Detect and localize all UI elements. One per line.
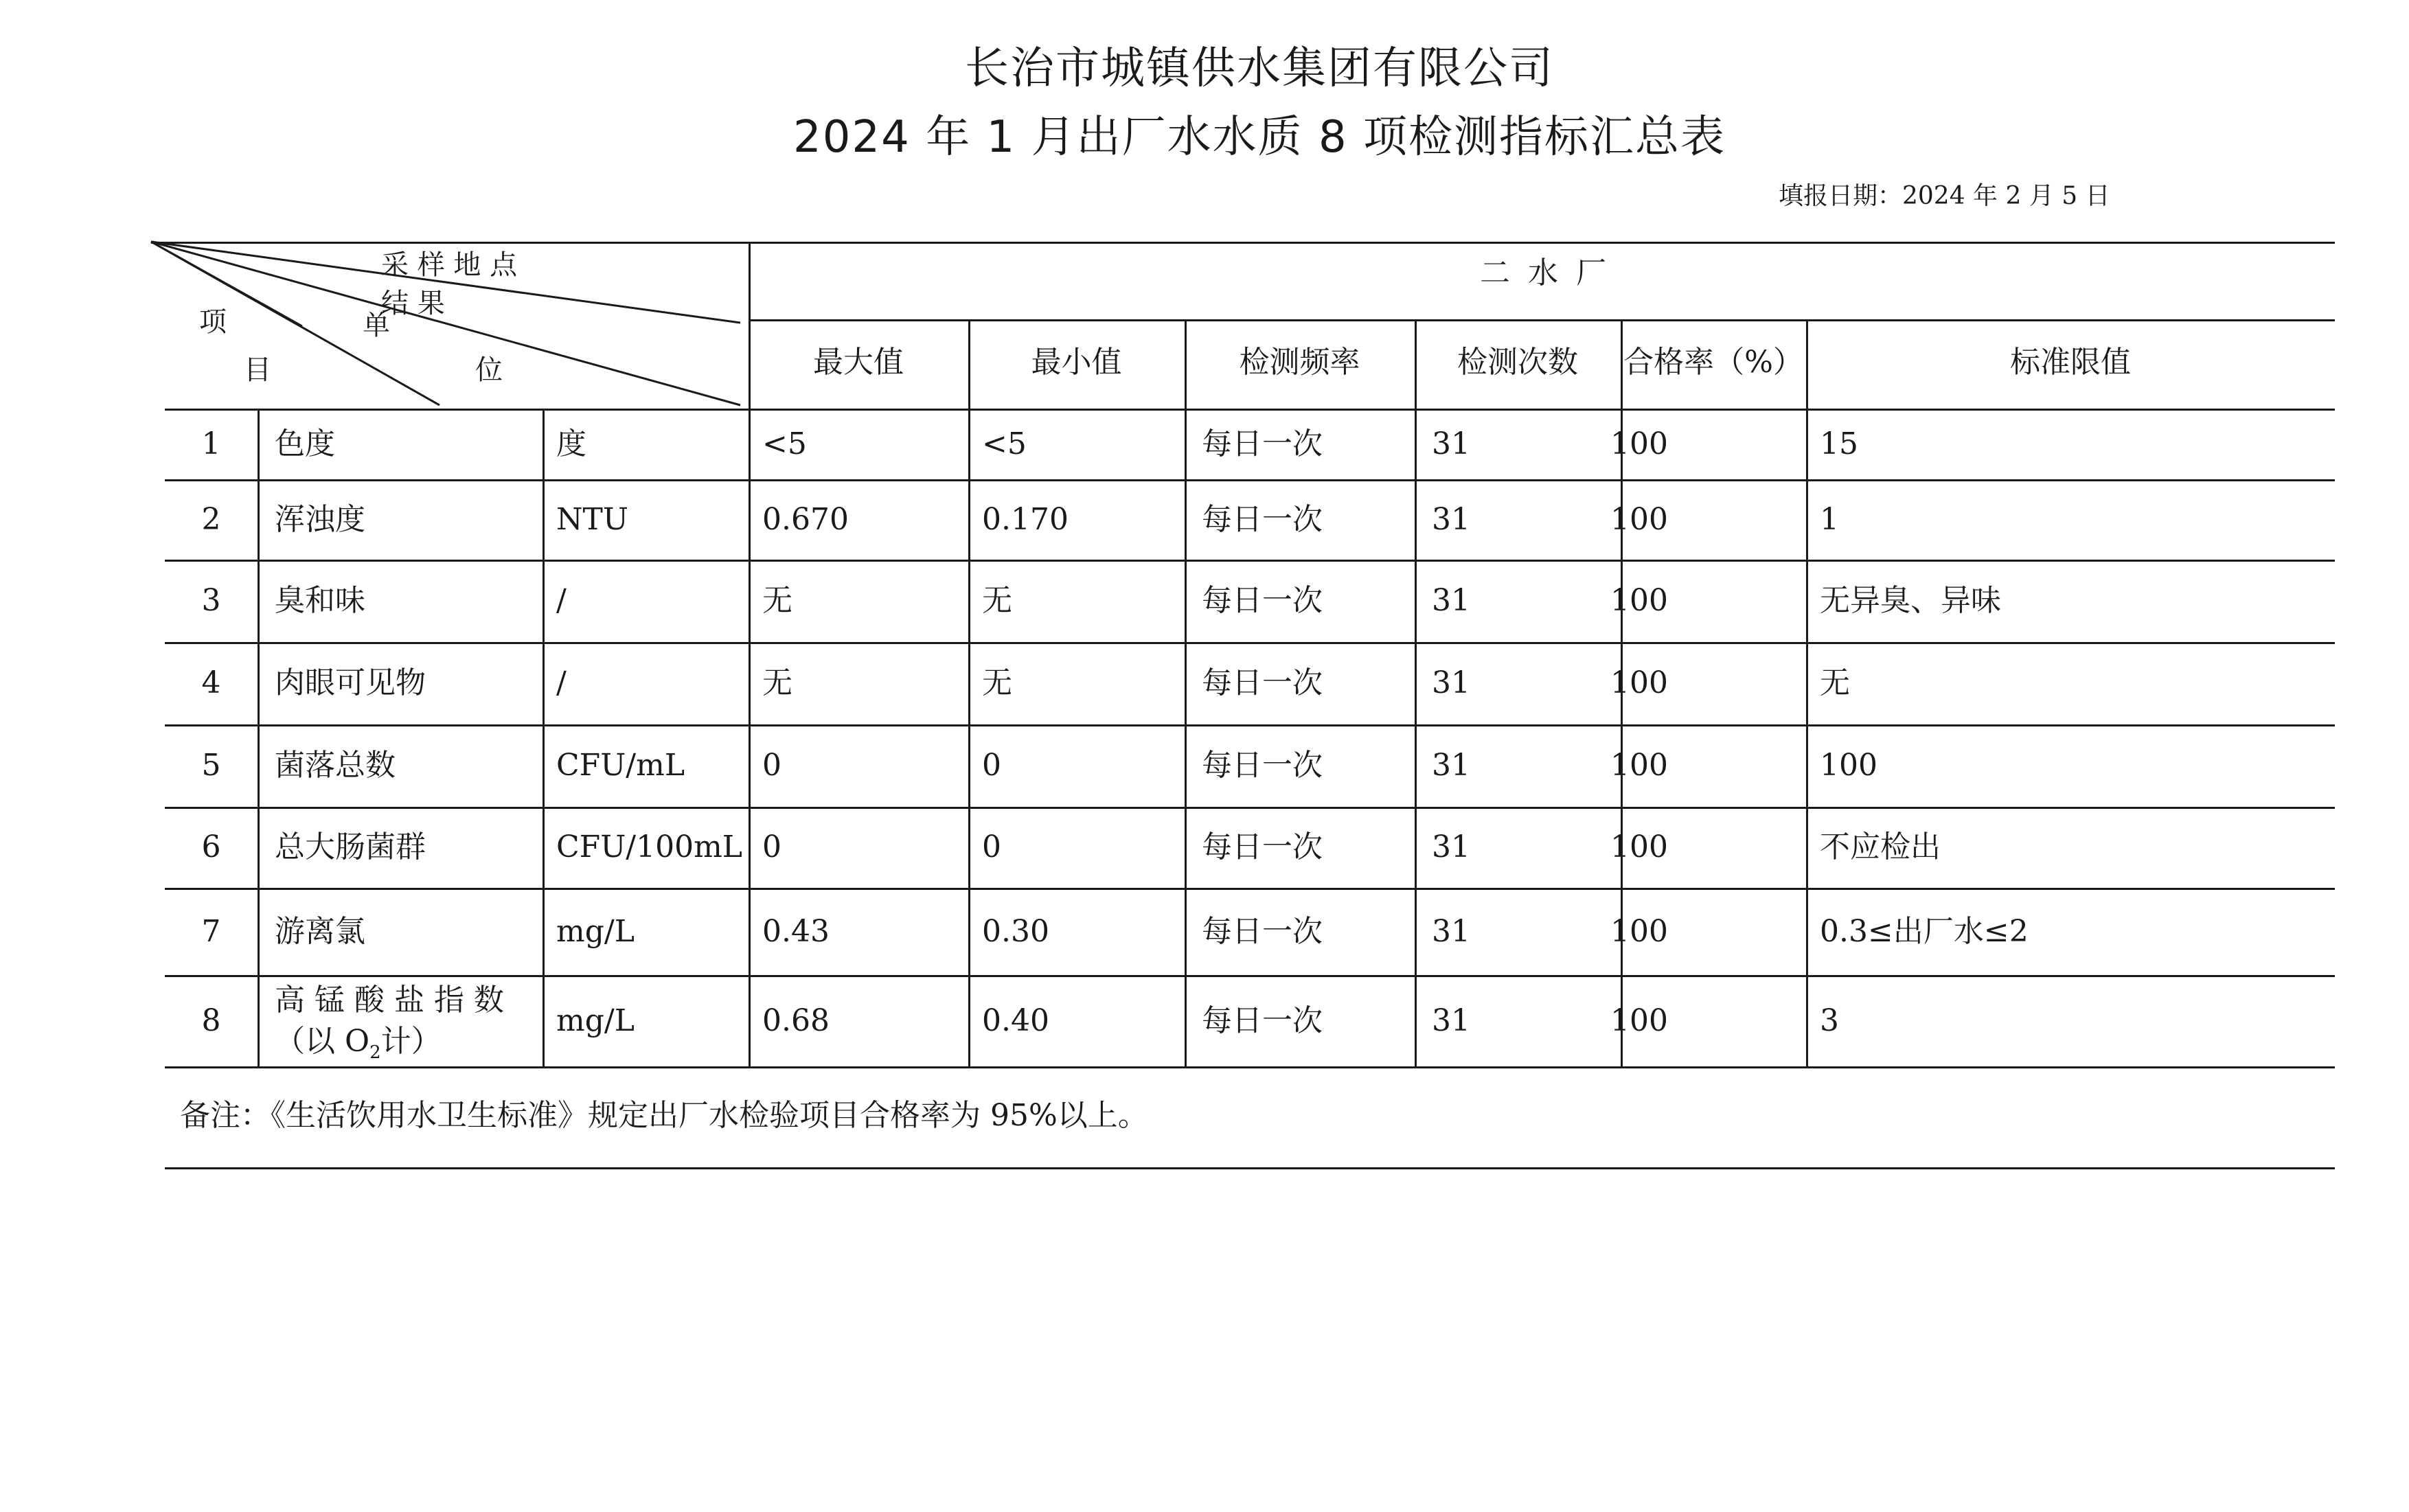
corner-result: 结 果 [381,288,445,319]
test-count: 31 [1432,829,1470,864]
item-name: 游离氯 [275,913,365,949]
table-row-rule [165,807,2335,809]
pass-rate: 100 [1610,913,1668,949]
standard-limit: 1 [1820,501,1839,537]
test-frequency: 每日一次 [1202,748,1323,783]
unit: NTU [556,501,628,537]
column-header: 最小值 [1031,345,1122,380]
table-col-rule [543,409,545,1066]
test-count: 31 [1432,665,1470,700]
test-count: 31 [1432,1003,1470,1038]
min-value: 0 [982,748,1001,783]
max-value: 无 [762,583,792,618]
table-col-rule [258,409,260,1066]
column-header: 最大值 [813,345,904,380]
column-header: 合格率（%） [1623,345,1803,380]
unit: CFU/100mL [556,829,743,864]
pass-rate: 100 [1610,665,1668,700]
column-header: 标准限值 [2010,345,2131,380]
test-frequency: 每日一次 [1202,583,1323,618]
test-count: 31 [1432,913,1470,949]
table-row-rule [165,479,2335,481]
corner-sampling-site: 采 样 地 点 [381,249,518,281]
standard-limit: 3 [1820,1003,1839,1038]
site-header: 二 水 厂 [1480,255,1610,290]
min-value: 无 [982,583,1012,618]
table-row-rule [165,1066,2335,1068]
corner-result-label [381,287,445,320]
test-frequency: 每日一次 [1202,913,1323,949]
corner-unit-2: 位 [475,354,503,386]
test-count: 31 [1432,748,1470,783]
test-frequency: 每日一次 [1202,1003,1323,1038]
pass-rate: 100 [1610,501,1668,537]
max-value: 0 [762,748,781,783]
min-value: 无 [982,665,1012,700]
note: 备注：《生活饮用水卫生标准》规定出厂水检验项目合格率为 95%以上。 [180,1098,1148,1133]
corner-item-2: 目 [244,354,271,386]
row-number: 8 [201,1003,221,1038]
row-number: 3 [201,583,221,618]
column-header: 检测频率 [1239,345,1360,380]
table-row-rule [165,642,2335,644]
unit: mg/L [556,913,635,949]
pass-rate: 100 [1610,583,1668,618]
standard-limit: 无异臭、异味 [1820,583,2001,618]
test-frequency: 每日一次 [1202,829,1323,864]
row-number: 7 [201,913,221,949]
min-value: 0 [982,829,1001,864]
max-value: 0 [762,829,781,864]
min-value: <5 [982,426,1027,461]
item-name-line2: （以 $O_2$计） [275,1023,442,1063]
pass-rate: 100 [1610,829,1668,864]
standard-limit: 15 [1820,426,1858,461]
unit: / [556,665,567,700]
row-number: 5 [201,748,221,783]
test-count: 31 [1432,583,1470,618]
max-value: 无 [762,665,792,700]
min-value: 0.40 [982,1003,1049,1038]
pass-rate: 100 [1610,426,1668,461]
row-number: 2 [201,501,221,537]
table-site-rule [749,319,2335,321]
unit: 度 [556,426,586,461]
row-number: 6 [201,829,221,864]
column-header: 检测次数 [1457,345,1578,380]
table-row-rule [165,975,2335,977]
max-value: 0.43 [762,913,830,949]
max-value: 0.68 [762,1003,830,1038]
item-name: 菌落总数 [275,748,396,783]
document-subtitle: 2024 年 1 月出厂水水质 8 项检测指标汇总表 [792,112,1726,163]
row-number: 1 [201,426,221,461]
table-row-rule [165,560,2335,562]
standard-limit: 不应检出 [1820,829,1941,864]
table-col-rule [1185,319,1187,1066]
table-col-rule [1415,319,1417,1066]
table-row-rule [165,888,2335,890]
standard-limit: 100 [1820,748,1877,783]
item-name: 浑浊度 [275,501,365,537]
table-row-rule [165,724,2335,726]
item-name: 总大肠菌群 [275,829,426,864]
diagonal-header-lines [0,0,755,412]
document-title: 长治市城镇供水集团有限公司 [965,43,1554,94]
item-name: 色度 [275,426,335,461]
corner-unit-1: 单 [363,310,390,341]
test-frequency: 每日一次 [1202,665,1323,700]
min-value: 0.30 [982,913,1049,949]
row-number: 4 [201,665,221,700]
item-name: 臭和味 [275,583,365,618]
max-value: <5 [762,426,807,461]
min-value: 0.170 [982,501,1069,537]
test-frequency: 每日一次 [1202,426,1323,461]
item-name: 肉眼可见物 [275,665,426,700]
test-frequency: 每日一次 [1202,501,1323,537]
standard-limit: 无 [1820,665,1850,700]
note-bottom-rule [165,1167,2335,1169]
pass-rate: 100 [1610,1003,1668,1038]
max-value: 0.670 [762,501,849,537]
test-count: 31 [1432,426,1470,461]
unit: / [556,583,567,618]
standard-limit: 0.3≤出厂水≤2 [1820,913,2029,949]
pass-rate: 100 [1610,748,1668,783]
table-col-rule [1806,319,1808,1066]
fill-date: 填报日期：2024 年 2 月 5 日 [1779,182,2110,210]
unit: mg/L [556,1003,635,1038]
test-count: 31 [1432,501,1470,537]
corner-item-1: 项 [199,306,227,338]
unit: CFU/mL [556,748,685,783]
table-col-rule [968,319,970,1066]
item-name-line1: 高 锰 酸 盐 指 数 [275,982,504,1018]
